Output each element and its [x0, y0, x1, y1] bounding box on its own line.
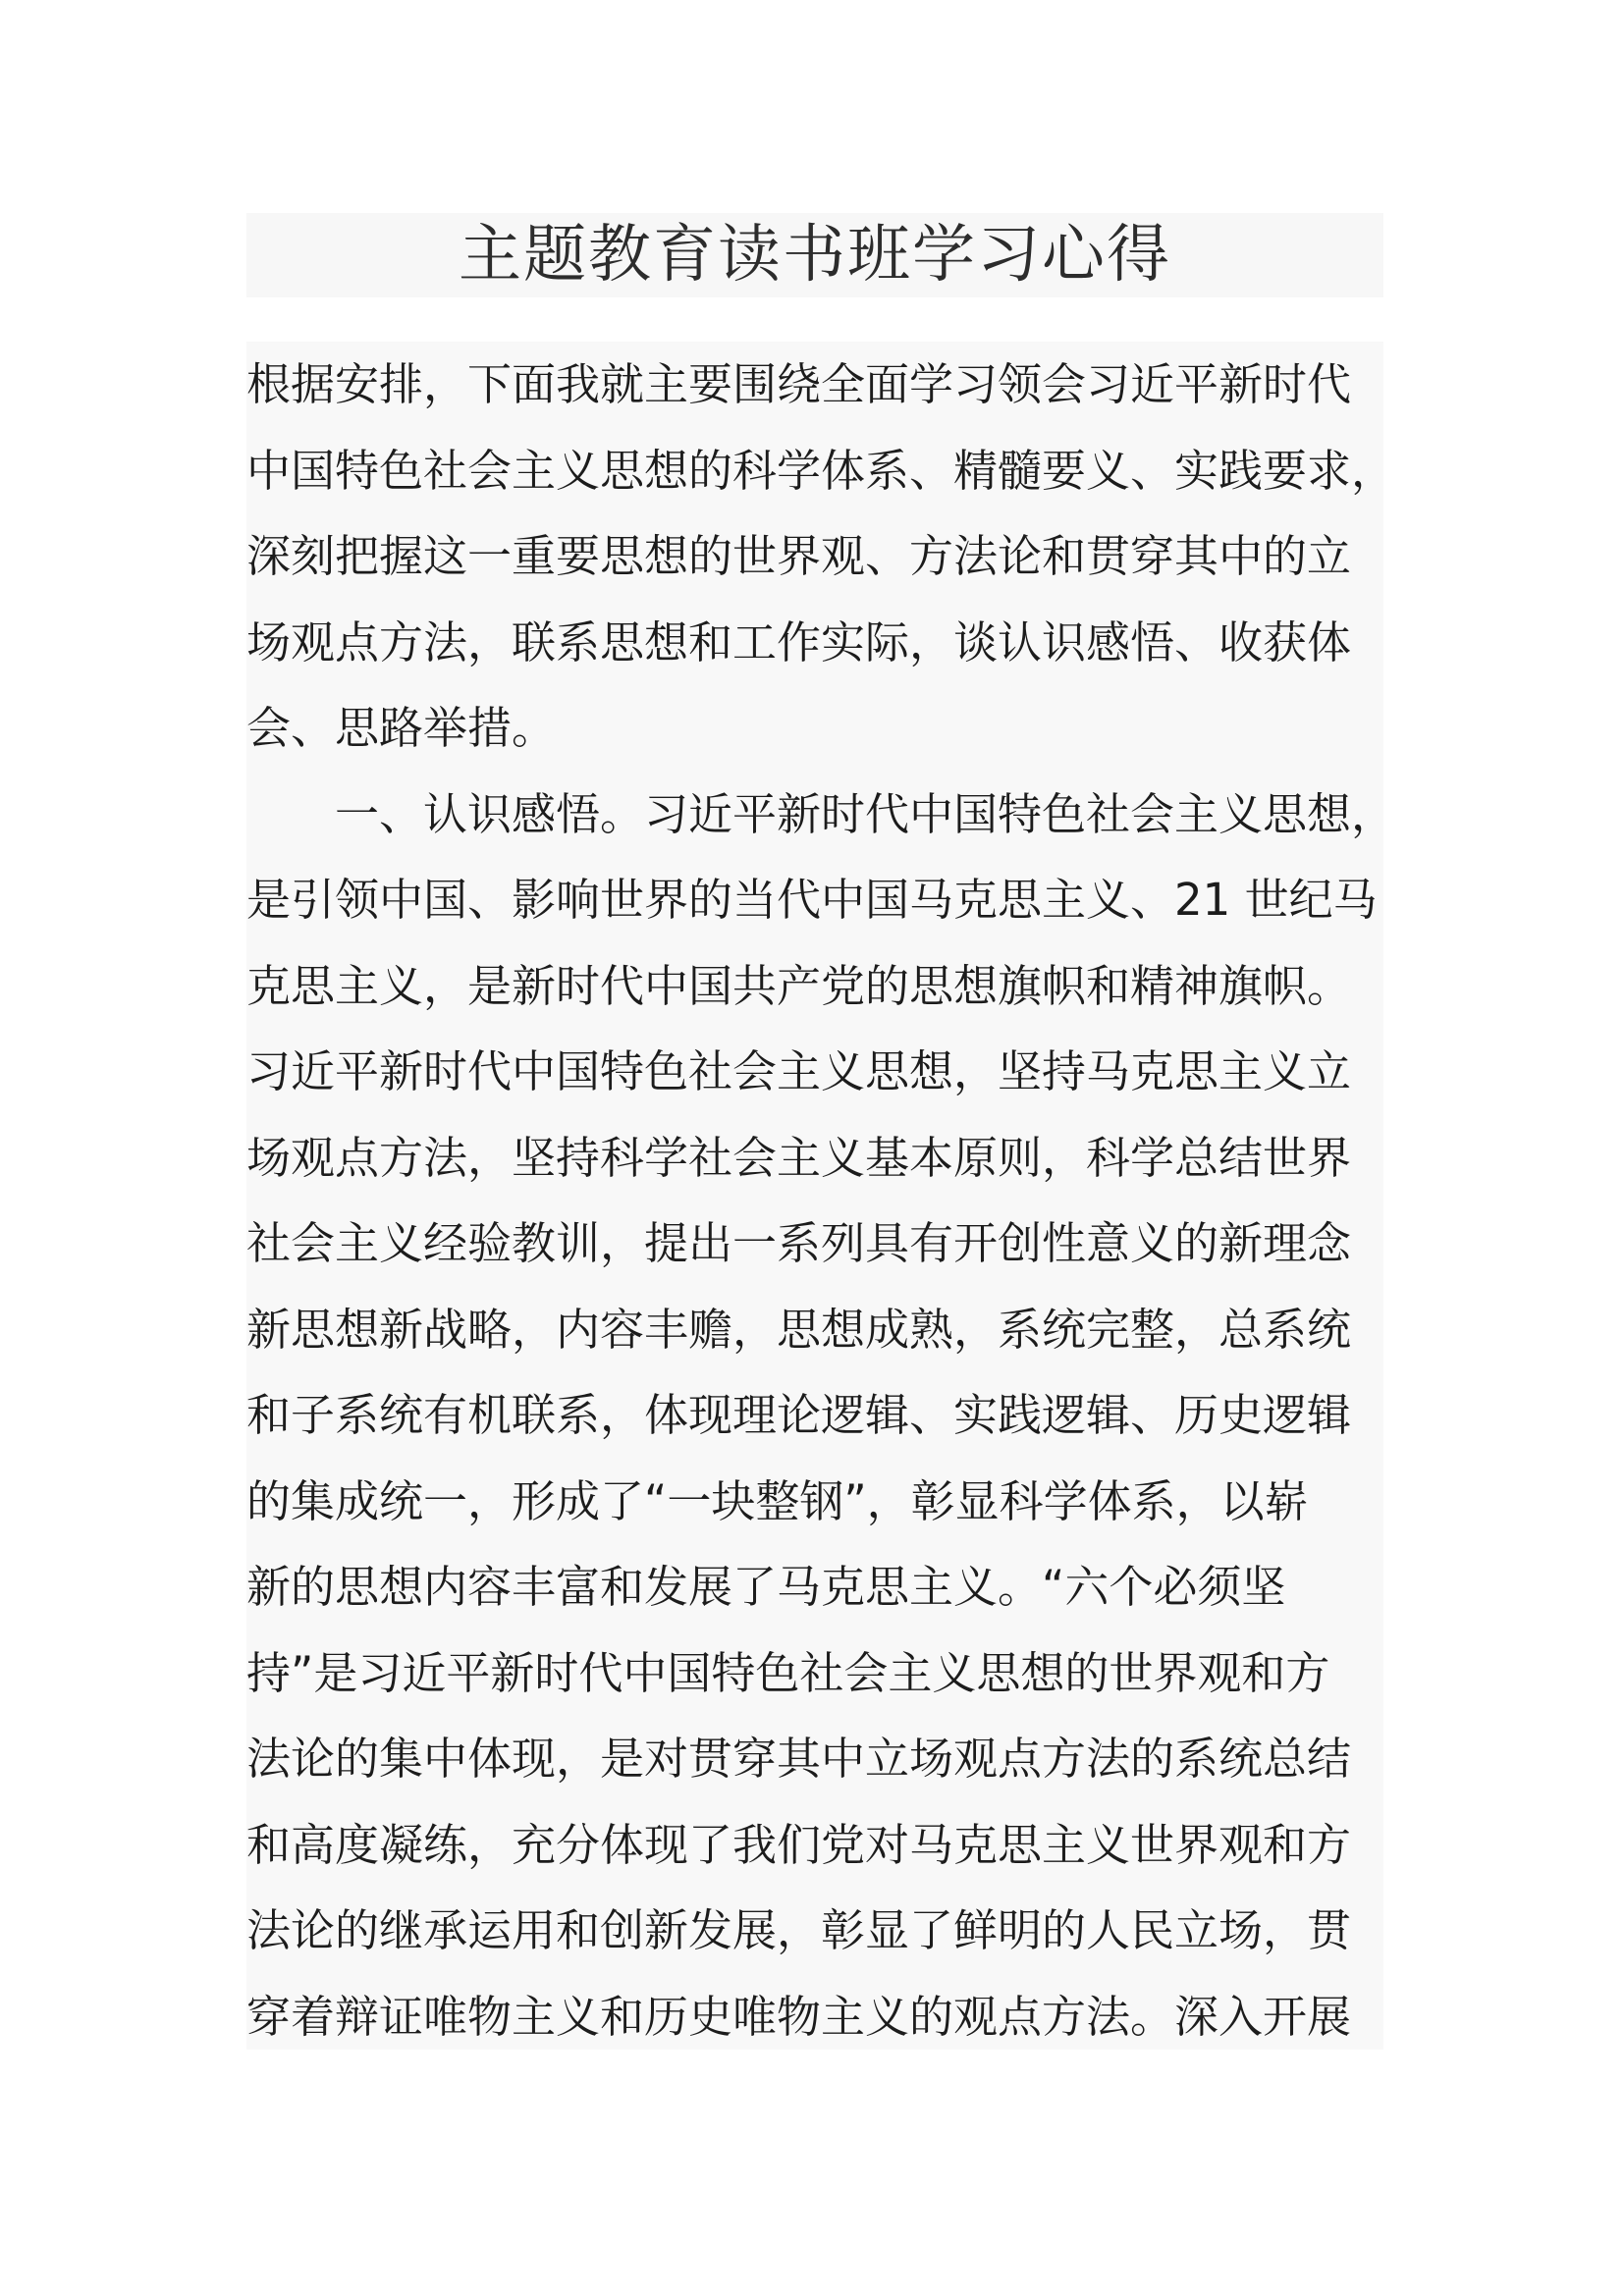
text-line: 是引领中国、影响世界的当代中国马克思主义、21 世纪马	[246, 874, 1378, 926]
text-line: 新的思想内容丰富和发展了马克思主义。“六个必须坚	[246, 1561, 1286, 1613]
text-line: 习近平新时代中国特色社会主义思想，坚持马克思主义立	[246, 1045, 1352, 1097]
text-line: 克思主义，是新时代中国共产党的思想旗帜和精神旗帜。	[246, 959, 1352, 1012]
text-line: 一、认识感悟。习近平新时代中国特色社会主义思想，	[246, 787, 1396, 840]
text-line: 新思想新战略，内容丰赡，思想成熟，系统完整，总系统	[246, 1303, 1352, 1356]
document-title: 主题教育读书班学习心得	[459, 219, 1171, 292]
text-line: 会、思路举措。	[246, 702, 557, 754]
text-line: 中国特色社会主义思想的科学体系、精髓要义、实践要求，	[246, 444, 1396, 497]
text-line: 持”是习近平新时代中国特色社会主义思想的世界观和方	[246, 1646, 1330, 1699]
paragraph-intro	[246, 342, 1396, 772]
text-line: 深刻把握这一重要思想的世界观、方法论和贯穿其中的立	[246, 530, 1352, 582]
text-line: 和子系统有机联系，体现理论逻辑、实践逻辑、历史逻辑	[246, 1389, 1352, 1441]
paragraph-section-one	[246, 772, 1396, 2060]
text-line: 法论的继承运用和创新发展，彰显了鲜明的人民立场，贯	[246, 1904, 1352, 1956]
text-line: 场观点方法，联系思想和工作实际，谈认识感悟、收获体	[246, 615, 1352, 668]
text-line: 和高度凝练，充分体现了我们党对马克思主义世界观和方	[246, 1818, 1352, 1871]
text-line: 社会主义经验教训，提出一系列具有开创性意义的新理念	[246, 1217, 1352, 1269]
text-line: 法论的集中体现，是对贯穿其中立场观点方法的系统总结	[246, 1733, 1352, 1785]
text-line: 的集成统一，形成了“一块整钢”，彰显科学体系，以崭	[246, 1474, 1309, 1527]
text-line: 穿着辩证唯物主义和历史唯物主义的观点方法。深入开展	[246, 1990, 1352, 2043]
text-line: 根据安排，下面我就主要围绕全面学习领会习近平新时代	[246, 358, 1352, 410]
text-line: 场观点方法，坚持科学社会主义基本原则，科学总结世界	[246, 1131, 1352, 1184]
document-body	[246, 342, 1396, 2050]
